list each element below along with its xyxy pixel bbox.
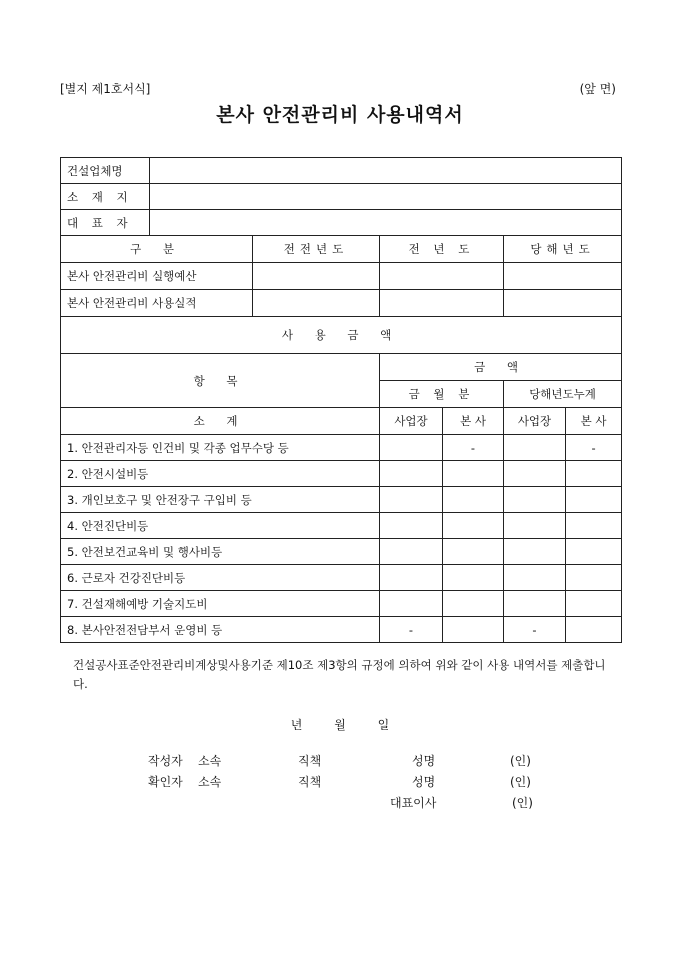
amount-cell[interactable] [380,487,443,513]
ceo-signature-label: 대표이사 [390,796,437,810]
usage-section-row [61,317,622,354]
table-row [61,487,622,513]
hq-header: 본 사 [443,408,504,435]
table-row [61,539,622,565]
table-row [61,435,622,461]
budget-row [61,290,622,317]
year-header: 전전년도 [253,236,380,263]
amount-cell[interactable] [566,513,622,539]
amount-cell[interactable] [443,565,504,591]
item-label: 5. 안전보건교육비 및 행사비등 [61,539,380,565]
month-header: 금 월 분 [380,381,504,408]
budget-header-row [61,236,622,263]
page-side: (앞 면) [579,82,616,96]
amount-cell[interactable] [566,591,622,617]
amount-cell[interactable] [443,461,504,487]
item-label: 8. 본사안전전담부서 운영비 등 [61,617,380,643]
writer-affiliation: 소속 [198,754,222,768]
budget-cell[interactable] [504,290,622,317]
budget-cell[interactable] [253,290,380,317]
amount-cell[interactable] [443,591,504,617]
amount-cell[interactable] [504,435,566,461]
amount-cell[interactable] [443,539,504,565]
document-title: 본사 안전관리비 사용내역서 [216,104,464,126]
submission-note: 건설공사표준안전관리비계상및사용기준 제10조 제3항의 규정에 의하여 위와 같이 사용 내역서를 제출합니다. [73,658,606,691]
amount-cell[interactable] [566,461,622,487]
table-row [61,591,622,617]
confirmer-position: 직책 [298,775,322,789]
amount-cell[interactable] [504,591,566,617]
cumulative-header: 당해년도누계 [504,381,622,408]
amount-cell[interactable] [380,539,443,565]
amount-cell[interactable] [566,487,622,513]
form-number: [별지 제1호서식] [60,82,151,96]
company-row [61,158,622,184]
amount-cell[interactable] [566,539,622,565]
amount-cell[interactable] [504,513,566,539]
amount-cell[interactable] [566,565,622,591]
ceo-value[interactable] [150,210,622,236]
amount-header: 금 액 [380,354,622,381]
ceo-seal: (인) [512,796,533,810]
amount-cell[interactable] [380,461,443,487]
confirmer-seal: (인) [510,775,531,789]
item-label: 6. 근로자 건강진단비등 [61,565,380,591]
amount-cell[interactable] [504,487,566,513]
usage-statement-table [60,157,622,643]
writer-seal: (인) [510,754,531,768]
budget-cell[interactable] [380,263,504,290]
writer-label: 작성자 [148,754,183,768]
item-label: 3. 개인보호구 및 안전장구 구입비 등 [61,487,380,513]
budget-row [61,263,622,290]
amount-cell[interactable] [380,591,443,617]
item-label: 7. 건설재해예방 기술지도비 [61,591,380,617]
ceo-label: 대 표 자 [61,210,150,236]
amount-header-row [61,354,622,381]
division-header: 구 분 [61,236,253,263]
amount-cell[interactable] [504,539,566,565]
item-header: 항 목 [61,354,380,408]
site-header: 사업장 [504,408,566,435]
amount-cell[interactable] [380,435,443,461]
year-header: 당해년도 [504,236,622,263]
table-row [61,513,622,539]
item-label: 2. 안전시설비등 [61,461,380,487]
writer-position: 직책 [298,754,322,768]
date-line: 년 월 일 [290,718,390,732]
amount-cell[interactable]: - [566,435,622,461]
hq-header: 본 사 [566,408,622,435]
table-row [61,617,622,643]
item-label: 1. 안전관리자등 인건비 및 각종 업무수당 등 [61,435,380,461]
item-label: 4. 안전진단비등 [61,513,380,539]
writer-name: 성명 [412,754,436,768]
address-row [61,184,622,210]
ceo-row [61,210,622,236]
amount-cell[interactable] [443,513,504,539]
table-row [61,565,622,591]
budget-cell[interactable] [380,290,504,317]
usage-section-title: 사 용 금 액 [61,317,622,354]
amount-cell[interactable] [443,487,504,513]
amount-cell[interactable] [504,565,566,591]
subtotal-row [61,408,622,435]
amount-cell[interactable] [443,617,504,643]
site-header: 사업장 [380,408,443,435]
address-label: 소 재 지 [61,184,150,210]
year-header: 전 년 도 [380,236,504,263]
budget-row-label: 본사 안전관리비 사용실적 [61,290,253,317]
table-row [61,461,622,487]
budget-cell[interactable] [253,263,380,290]
company-label: 건설업체명 [61,158,150,184]
amount-cell[interactable] [504,461,566,487]
confirmer-label: 확인자 [148,775,183,789]
amount-cell[interactable] [566,617,622,643]
confirmer-affiliation: 소속 [198,775,222,789]
budget-row-label: 본사 안전관리비 실행예산 [61,263,253,290]
address-value[interactable] [150,184,622,210]
amount-cell[interactable]: - [380,617,443,643]
company-value[interactable] [150,158,622,184]
amount-cell[interactable]: - [504,617,566,643]
amount-cell[interactable]: - [443,435,504,461]
subtotal-label: 소 계 [61,408,380,435]
budget-cell[interactable] [504,263,622,290]
amount-cell[interactable] [380,565,443,591]
amount-cell[interactable] [380,513,443,539]
confirmer-name: 성명 [412,775,436,789]
